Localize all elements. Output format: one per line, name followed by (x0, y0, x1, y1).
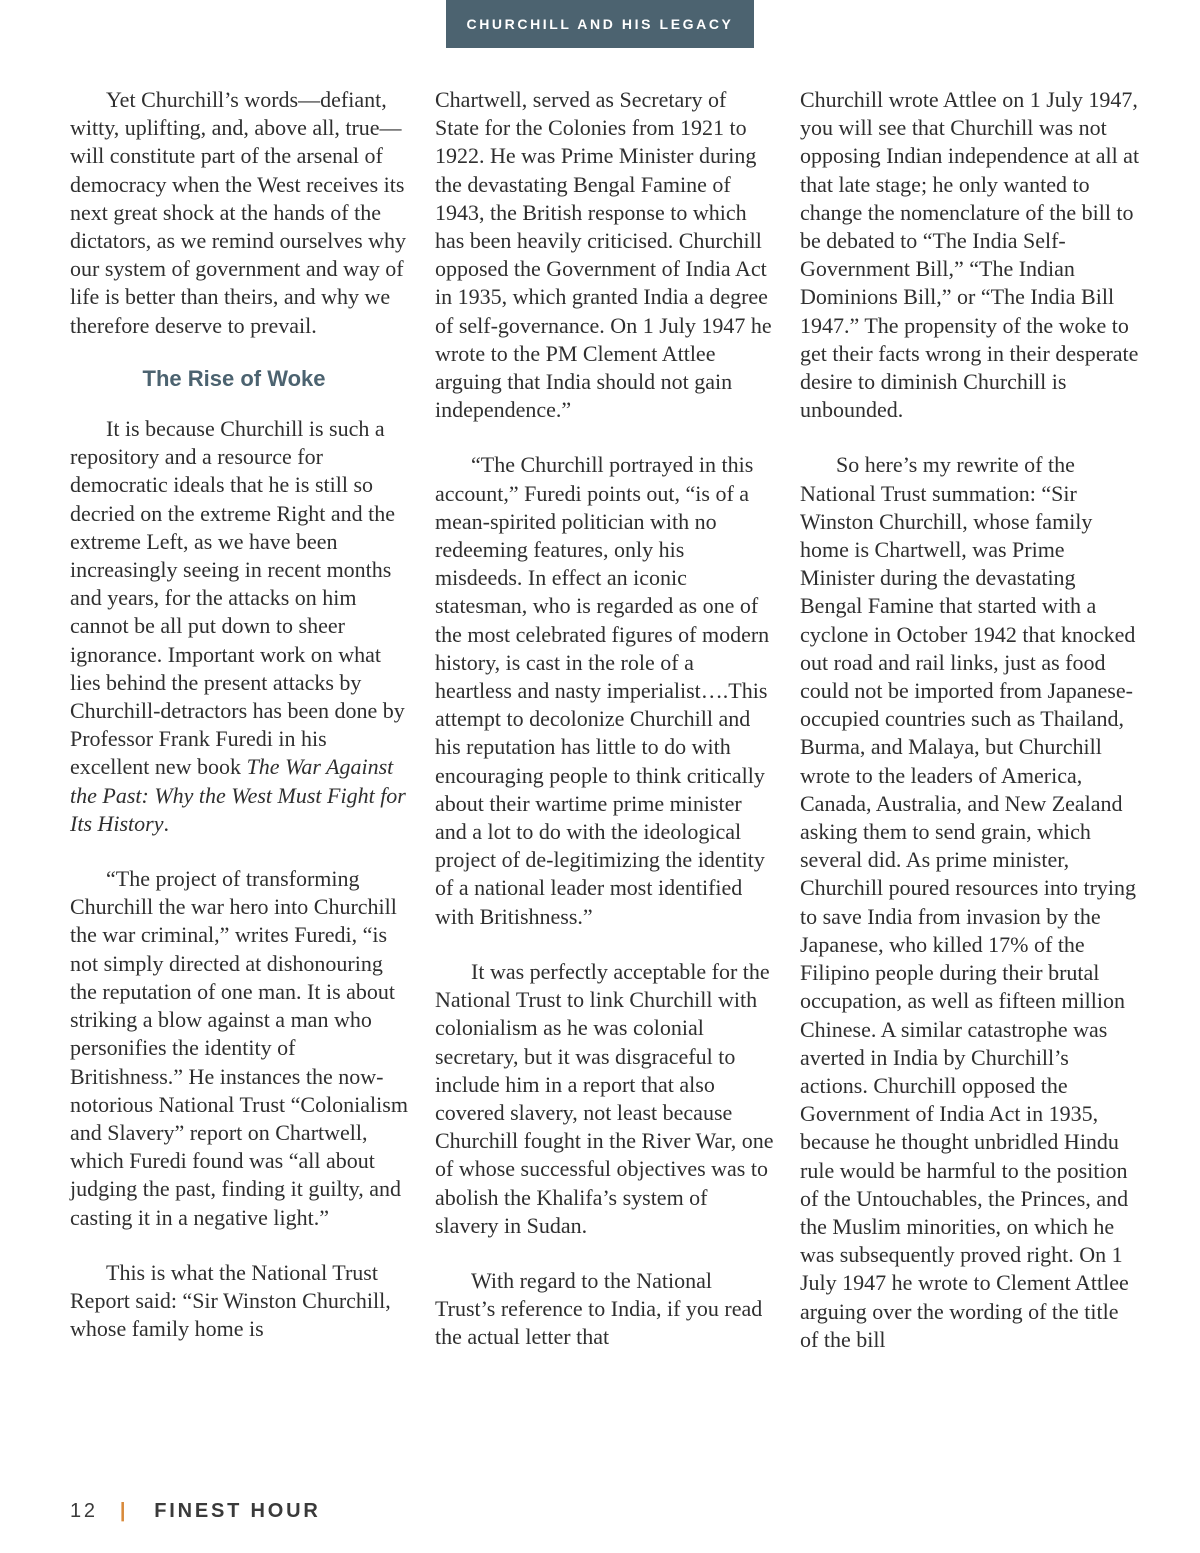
paragraph: With regard to the National Trust’s reference to India, if you read the actual letter that (435, 1267, 763, 1350)
section-title-tab: CHURCHILL AND HIS LEGACY (446, 0, 754, 48)
paragraph (70, 415, 410, 838)
section-subheading: The Rise of Woke (142, 365, 326, 391)
paragraph: So here’s my rewrite of the National Trust summation: “Sir Winston Churchill, whose family home is Chartwell, was Prime Minister during the devastating Bengal Famine that started with a cyclone in October 1942 that knocked out road and rail links, just as food could not be imported from Japanese-occupied countries such as Thailand, Burma, and Malaya, but Churchill wrote to the leaders of America, Canada, Australia, and New Zealand asking them to send grain, which several did. As prime minister, Churchill poured resources into trying to save India from invasion by the Japanese, who killed 17% of the Filipino people during their brutal occupation, as well as fifteen million Chinese. A similar catastrophe was averted in India by Churchill’s actions. Churchill opposed the Government of India Act in 1935, because he thought unbridled Hindu rule would be harmful to the position of the Untouchables, the Princes, and the Muslim minorities, on which he was subsequently proved right. On 1 July 1947 he wrote to Clement Attlee arguing over the wording of the title of the bill (800, 452, 1137, 1352)
paragraph-text: It is because Churchill is such a repository and a resource for democratic ideals that he is still so decried on the extreme Right and the extreme Left, as we have been increasingly seeing in recent months and years, for the attacks on him cannot be all put down to sheer ignorance. Important work on what lies behind the present attacks by Churchill-detractors has been done by Professor Frank Furedi in his excellent new book (70, 416, 405, 780)
footer-separator: | (119, 1500, 129, 1522)
magazine-name: FINEST HOUR (154, 1500, 321, 1522)
book-title: The War Against the Past: Why the West Must Fight for Its History (70, 754, 406, 836)
paragraph: “The Churchill portrayed in this account,” Furedi points out, “is of a mean-spirited politician with no redeeming features, only his misdeeds. In effect an iconic statesman, who is regarded as one of the most celebrated figures of modern history, is cast in the role of a heartless and nasty imperialist….This attempt to decolonize Churchill and his reputation has little to do with encouraging people to think critically about their wartime prime minister and a lot to do with the ideological project of de-legitimizing the identity of a national leader most identified with Britishness.” (435, 452, 770, 929)
paragraph: Yet Churchill’s words—defiant, witty, uplifting, and, above all, true—will constitute part of the arsenal of democracy when the West receives its next great shock at the hands of the dictators, as we remind ourselves why our system of government and way of life is better than theirs, and why we therefore deserve to prevail. (70, 87, 407, 338)
article-column-2 (435, 86, 775, 1352)
page-number: 12 (70, 1500, 98, 1522)
article-column-1 (70, 86, 410, 1343)
paragraph: Chartwell, served as Secretary of State for the Colonies from 1921 to 1922. He was Prime Minister during the devastating Bengal Famine of 1943, the British response to which has been heavily criticised. Churchill opposed the Government of India Act in 1935, which granted India a degree of self-governance. On 1 July 1947 he wrote to the PM Clement Attlee arguing that India should not gain independence.” (435, 87, 772, 423)
paragraph: “The project of transforming Churchill the war hero into Churchill the war criminal,” writes Furedi, “is not simply directed at dishonouring the reputation of one man. It is about striking a blow against a man who personifies the identity of Britishness.” He instances the now-notorious National Trust “Colonialism and Slavery” report on Chartwell, which Furedi found was “all about judging the past, finding it guilty, and casting it in a negative light.” (70, 866, 408, 1230)
paragraph: It was perfectly acceptable for the National Trust to link Churchill with colonialism as he was colonial secretary, but it was disgraceful to include him in a report that also covered slavery, not least because Churchill fought in the River War, one of whose successful objectives was to abolish the Khalifa’s system of slavery in Sudan. (435, 958, 774, 1238)
paragraph: This is what the National Trust Report said: “Sir Winston Churchill, whose family home is (70, 1259, 391, 1342)
paragraph: Churchill wrote Attlee on 1 July 1947, you will see that Churchill was not opposing Indian independence at all at that late stage; he only wanted to change the nomenclature of the bill to be debated to “The India Self-Government Bill,” “The Indian Dominions Bill,” or “The India Bill 1947.” The propensity of the woke to get their facts wrong in their desperate desire to diminish Churchill is unbounded. (800, 87, 1140, 423)
article-column-3 (800, 86, 1140, 1354)
page-footer (70, 1500, 321, 1523)
paragraph-end: . (163, 810, 169, 836)
